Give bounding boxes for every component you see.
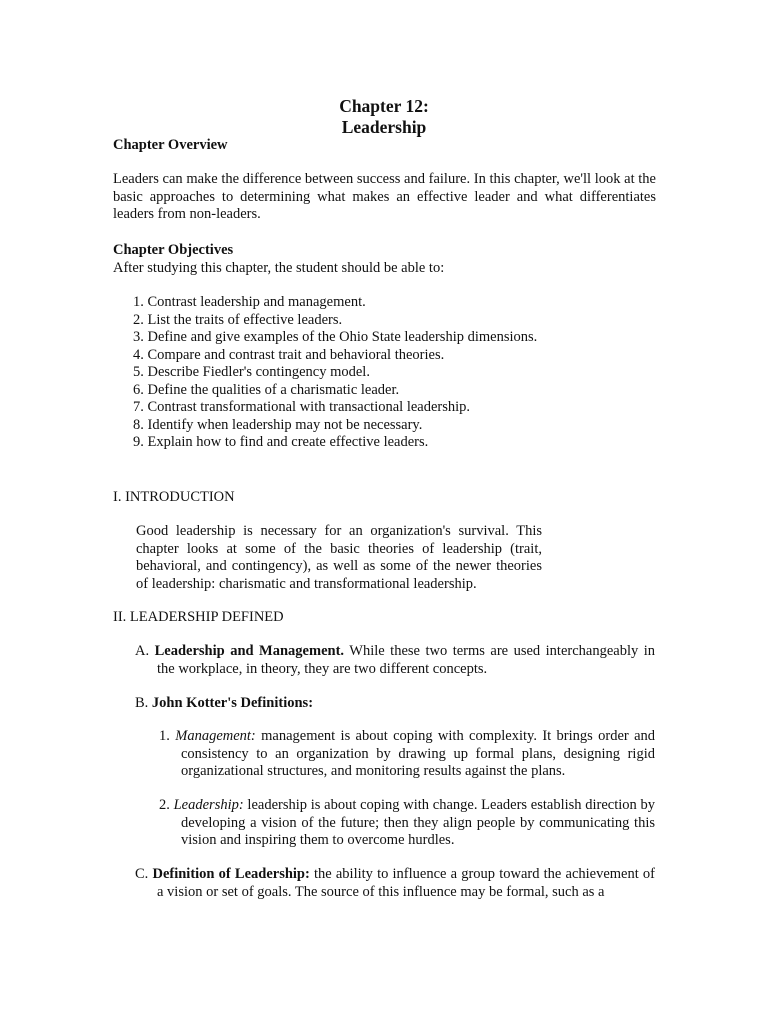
outline-marker: 1.	[159, 728, 170, 744]
overview-text: Leaders can make the difference between success and failure. In this chapter, we'll look at the basic approaches to determining what makes an effective leader and what differentiates leaders from non-leaders.	[113, 171, 656, 222]
outline-marker: A.	[135, 643, 150, 659]
outline-text: the ability to influence a group toward the achievement of a vision or set of goals. The source of this influence may be formal, such as a	[157, 866, 656, 900]
objective-item: 7. Contrast transformational with transactional leadership.	[133, 399, 471, 415]
outline-term: John Kotter's Definitions:	[151, 695, 314, 711]
objective-item: 9. Explain how to find and create effective leaders.	[133, 434, 429, 450]
chapter-number: Chapter 12:	[339, 96, 429, 116]
objective-item: 2. List the traits of effective leaders.	[133, 311, 343, 328]
objectives-intro: After studying this chapter, the student should be able to:	[113, 260, 445, 276]
outline-marker: 2.	[159, 797, 170, 813]
objective-item: 4. Compare and contrast trait and behavioral theories.	[133, 346, 445, 363]
outline-text: While these two terms are used interchangeably in the workplace, in theory, they are two different concepts.	[157, 643, 656, 677]
objective-item: 5. Describe Fiedler's contingency model.	[133, 364, 370, 380]
outline-term: Leadership:	[173, 797, 244, 813]
outline-term: Leadership and Management.	[154, 643, 345, 659]
outline-subitem-management	[159, 728, 656, 781]
objective-item: 3. Define and give examples of the Ohio State leadership dimensions.	[133, 329, 538, 345]
section1-text: Good leadership is necessary for an organization's survival. This chapter looks at some of the basic theories of leadership (trait, behavioral, and contingency), as well as some of the newer theories of leadership: charismatic and transformational leadership.	[136, 523, 542, 592]
objective-item: 8. Identify when leadership may not be necessary.	[133, 416, 423, 433]
outline-marker: B.	[135, 695, 149, 711]
section2-heading: II. LEADERSHIP DEFINED	[113, 609, 284, 625]
outline-term: Management:	[175, 728, 256, 744]
outline-term: Definition of Leadership:	[152, 866, 310, 882]
outline-item-c	[135, 866, 656, 901]
outline-item-a	[135, 643, 656, 678]
overview-heading: Chapter Overview	[113, 137, 228, 153]
outline-subitem-leadership	[159, 797, 656, 850]
objective-item: 6. Define the qualities of a charismatic leader.	[133, 381, 400, 398]
outline-text: management is about coping with complexity. It brings order and consistency to an organization by drawing up formal plans, designing rigid organizational structures, and monitoring results against the plans.	[181, 728, 656, 779]
outline-text: leadership is about coping with change. Leaders establish direction by developing a vision of the future; then they align people by communicating this vision and inspiring them to overcome hurdles.	[181, 797, 656, 848]
outline-marker: C.	[135, 866, 149, 882]
outline-item-b	[135, 695, 655, 713]
objectives-list	[133, 294, 656, 452]
objective-item: 1. Contrast leadership and management.	[133, 294, 366, 310]
objectives-heading: Chapter Objectives	[113, 242, 234, 258]
chapter-title: Leadership	[341, 117, 427, 137]
section1-heading: I. INTRODUCTION	[113, 489, 235, 505]
